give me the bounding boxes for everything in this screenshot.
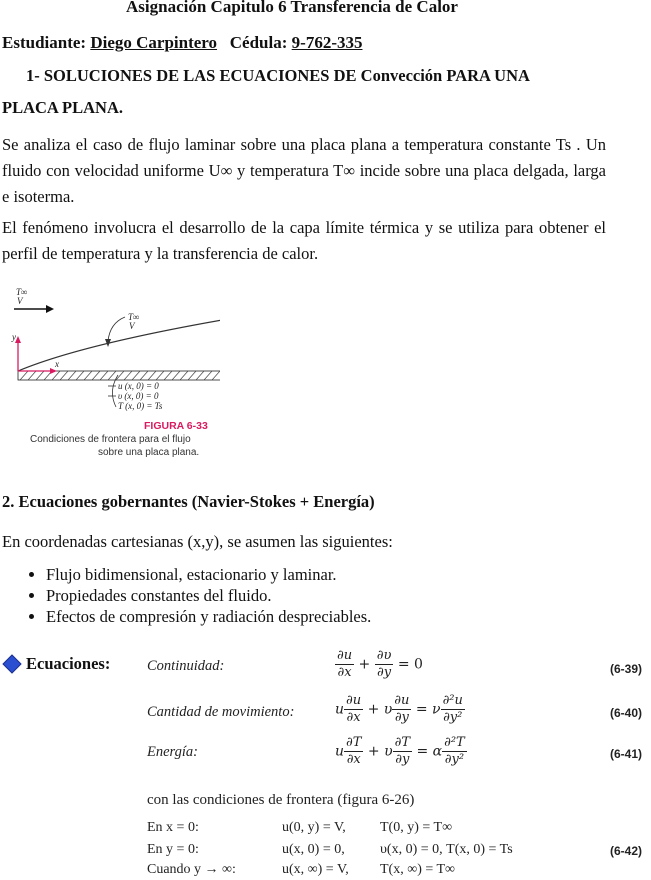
- assumption-list: [0, 564, 371, 627]
- list-item: • Flujo bidimensional, estacionario y laminar.: [46, 564, 371, 585]
- figure-t-inf-label: T∞: [16, 287, 28, 297]
- bc-row-c1: u(0, y) = V,: [282, 820, 346, 835]
- figure-6-33: [10, 283, 220, 463]
- equations-label-row: [2, 654, 110, 674]
- continuity-label: Continuidad:: [147, 658, 225, 674]
- equation-number-6-42: (6-42): [610, 844, 643, 858]
- id-label: Cédula:: [229, 33, 288, 52]
- figure-caption-line1: Condiciones de frontera para el flujo: [30, 434, 191, 445]
- student-line: [2, 33, 362, 53]
- equations-label: Ecuaciones:: [26, 654, 111, 673]
- paragraph-1: Se analiza el caso de flujo laminar sobre una placa plana a temperatura constante Ts . Un fluido con velocidad uniforme U∞ y temperatura T∞ incide sobre una placa delgada, larga e isoterma.: [2, 135, 606, 206]
- figure-bc-t: T (x, 0) = Ts: [118, 401, 163, 411]
- section1-heading-line2: PLACA PLANA.: [2, 98, 124, 117]
- diamond-bullet-icon: [2, 654, 22, 674]
- bc-row-c2: T(0, y) = T∞: [380, 820, 453, 835]
- figure-number: FIGURA 6-33: [144, 420, 208, 432]
- student-label: Estudiante:: [2, 33, 87, 52]
- list-item: • Efectos de compresión y radiación despreciables.: [46, 606, 371, 627]
- momentum-label: Cantidad de movimiento:: [147, 704, 295, 720]
- section2-heading: 2. Ecuaciones gobernantes (Navier-Stokes + Energía): [2, 492, 375, 511]
- bc-row-c1: u(x, ∞) = V,: [282, 862, 349, 877]
- figure-t-inf-label-2: T∞: [128, 312, 140, 322]
- equation-number-6-40: (6-40): [610, 706, 643, 720]
- bc-row-label: En y = 0:: [147, 842, 199, 857]
- equation-number-6-41: (6-41): [610, 747, 643, 761]
- id-value: 9-762-335: [291, 33, 363, 52]
- bc-row-label: Cuando y → ∞:: [147, 862, 236, 877]
- bc-row-c1: u(x, 0) = 0,: [282, 842, 345, 857]
- energy-equation: u $\frac{\partial T}{\partial x}$ + υ $\frac{\partial T}{\partial y}$ = α $\frac{\text{∂²T}}{\text{∂y²}}$: [335, 735, 465, 767]
- continuity-equation: $\frac{\partial u}{\partial x}$ + $\frac{\partial\upsilon}{\partial y}$ = 0: [337, 648, 423, 680]
- equation-number-6-39: (6-39): [610, 662, 643, 676]
- energy-label: Energía:: [147, 744, 199, 760]
- figure-y-axis-label: y: [12, 332, 16, 342]
- paragraph-2: El fenómeno involucra el desarrollo de la capa límite térmica y se utiliza para obtener el perfil de temperatura y la transferencia de calor.: [2, 218, 606, 263]
- student-name: Diego Carpintero: [90, 33, 218, 52]
- section1-heading-line1: 1- SOLUCIONES DE LAS ECUACIONES DE Convección PARA UNA: [26, 66, 530, 85]
- figure-v-label-2: V: [129, 321, 135, 331]
- list-item: • Propiedades constantes del fluido.: [46, 585, 371, 606]
- page-title: Asignación Capitulo 6 Transferencia de Calor: [126, 0, 458, 16]
- boundary-conditions-intro: con las condiciones de frontera (figura 6-26): [147, 792, 415, 808]
- figure-x-axis-label: x: [55, 359, 59, 369]
- figure-bc-v: υ (x, 0) = 0: [118, 391, 159, 401]
- figure-bc-u: u (x, 0) = 0: [118, 381, 159, 391]
- figure-v-label: V: [17, 296, 23, 306]
- paragraph-3: En coordenadas cartesianas (x,y), se asumen las siguientes:: [2, 532, 393, 551]
- momentum-equation: u $\frac{\partial u}{\partial x}$ + υ $\frac{\partial u}{\partial y}$ = ν $\frac{\text{∂²u}}{\text{∂y²}}$: [335, 693, 463, 725]
- figure-caption-line2: sobre una placa plana.: [98, 447, 200, 458]
- bc-row-c2: υ(x, 0) = 0, T(x, 0) = Ts: [380, 842, 513, 857]
- bc-row-label: En x = 0:: [147, 820, 199, 835]
- bc-row-c2: T(x, ∞) = T∞: [380, 862, 456, 877]
